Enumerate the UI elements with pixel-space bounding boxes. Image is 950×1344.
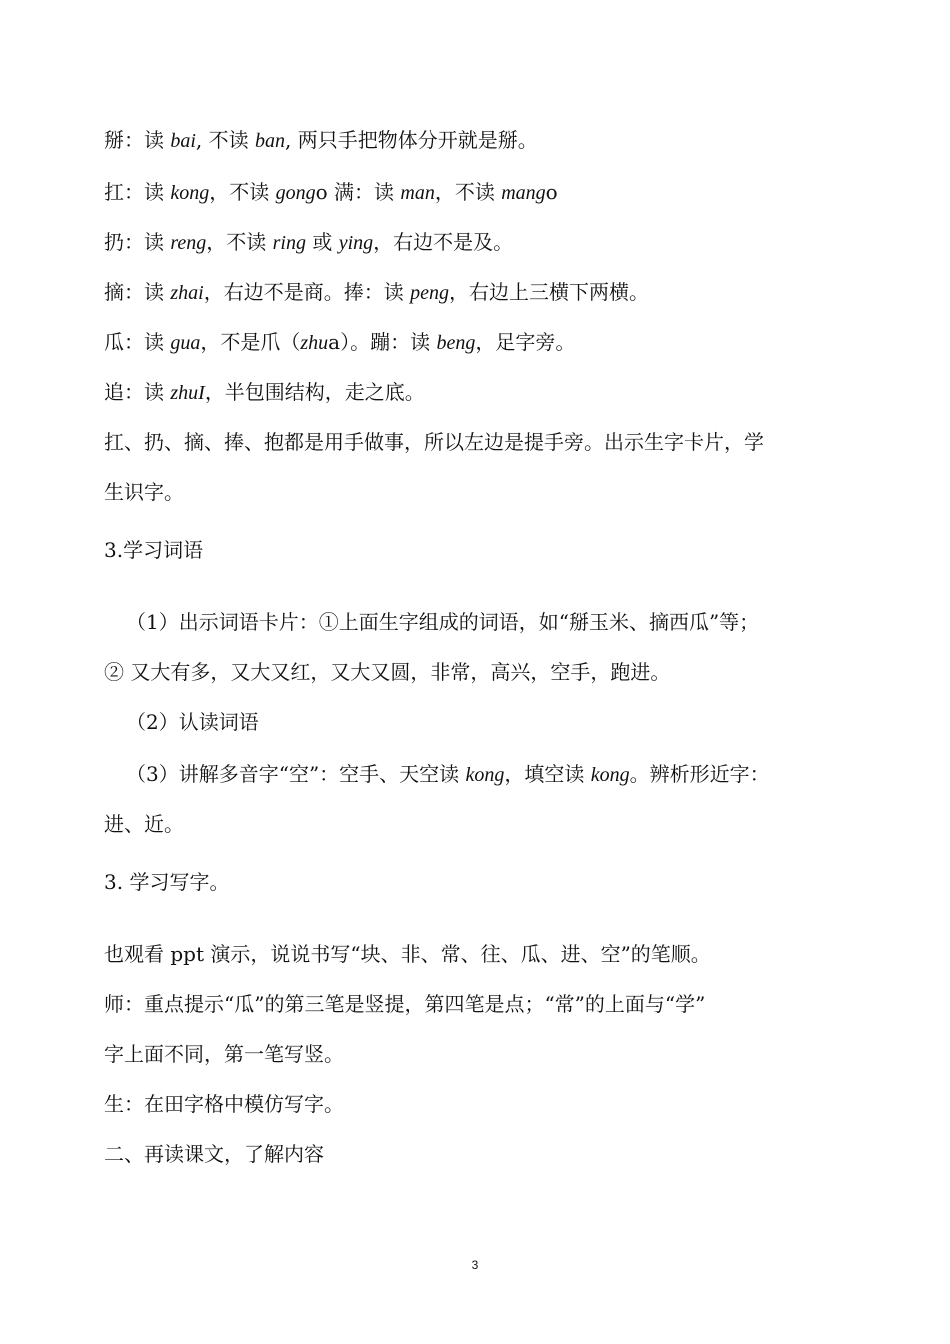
text-segment: （1）出示词语卡片：①上面生字组成的词语，如“掰玉米、摘西瓜”等； — [126, 610, 760, 634]
text-segment: 二、再读课文，了解内容 — [104, 1142, 324, 1166]
text-line — [104, 180, 558, 205]
pinyin-text: reng — [170, 232, 207, 254]
text-segment: ② 又大有多，又大又红，又大又圆，非常，高兴，空手，跑进。 — [104, 660, 671, 684]
text-segment: ，右边上三横下两横。 — [448, 280, 649, 304]
text-segment: 字上面不同，第一笔写竖。 — [104, 1042, 344, 1066]
text-segment: ，不读 — [206, 230, 273, 254]
text-segment: 摘：读 — [104, 280, 171, 304]
text-segment: o — [545, 180, 558, 204]
pinyin-text: zhuI — [170, 382, 205, 404]
text-segment: （2）认读词语 — [126, 710, 259, 734]
text-segment: 3.学习词语 — [104, 538, 204, 562]
text-segment: ，右边不是商。捧：读 — [203, 280, 411, 304]
text-line — [104, 1042, 344, 1066]
text-line — [104, 870, 229, 894]
text-line — [104, 1142, 324, 1166]
pinyin-text: kong — [465, 764, 505, 786]
text-segment: ，右边不是及。 — [373, 230, 514, 254]
text-segment: ，不读 — [434, 180, 502, 204]
text-segment: ，填空读 — [504, 762, 591, 786]
text-segment: ，半包围结构，走之底。 — [204, 380, 425, 404]
text-line — [126, 710, 259, 734]
pinyin-text: peng — [410, 282, 449, 304]
text-line — [126, 762, 770, 787]
text-line — [104, 992, 705, 1016]
text-segment: a）。蹦：读 — [328, 330, 437, 354]
text-line — [104, 480, 184, 504]
pinyin-text: zhu — [300, 332, 329, 354]
pinyin-text: mang — [501, 182, 546, 204]
text-line — [104, 1092, 344, 1116]
text-segment: 进、近。 — [104, 812, 184, 836]
text-line — [104, 280, 649, 305]
text-segment: 也观看 ppt 演示，说说书写“块、非、常、往、瓜、进、空”的笔顺。 — [104, 942, 711, 966]
pinyin-text: man — [400, 182, 435, 204]
text-segment: ，足字旁。 — [475, 330, 576, 354]
pinyin-text: ying — [338, 232, 374, 254]
text-line — [104, 330, 575, 355]
text-segment: 掰：读 — [104, 128, 171, 152]
text-segment: 扛、扔、摘、捧、抱都是用手做事，所以左边是提手旁。出示生字卡片，学 — [104, 430, 764, 454]
text-segment: 扔：读 — [104, 230, 171, 254]
text-line — [104, 128, 538, 153]
pinyin-text: kong — [590, 764, 630, 786]
text-line — [104, 538, 203, 562]
text-segment: 生识字。 — [104, 480, 184, 504]
text-line — [104, 380, 425, 405]
text-segment: （3）讲解多音字“空”：空手、天空读 — [126, 762, 466, 786]
text-segment: 生：在田字格中模仿写字。 — [104, 1092, 344, 1116]
text-segment: 。辨析形近字： — [629, 762, 770, 786]
text-segment: 或 — [305, 230, 339, 254]
pinyin-text: gua — [170, 332, 201, 354]
text-line — [104, 942, 711, 966]
text-segment: , 不读 — [195, 128, 255, 152]
pinyin-text: ban — [255, 130, 285, 152]
pinyin-text: zhai — [170, 282, 204, 304]
text-segment: 扛：读 — [104, 180, 171, 204]
text-segment: ，不读 — [209, 180, 276, 204]
pinyin-text: gong — [275, 182, 316, 204]
pinyin-text: kong — [170, 182, 210, 204]
text-segment: 瓜：读 — [104, 330, 171, 354]
pinyin-text: beng — [436, 332, 476, 354]
text-line — [126, 610, 759, 634]
text-line — [104, 812, 184, 836]
text-line — [104, 430, 764, 454]
text-segment: 师：重点提示“瓜”的第三笔是竖提，第四笔是点；“常”的上面与“学” — [104, 992, 706, 1016]
text-segment: 3. 学习写字。 — [104, 870, 230, 894]
text-segment: , 两只手把物体分开就是掰。 — [285, 128, 538, 152]
text-segment: 追：读 — [104, 380, 171, 404]
text-segment: ，不是爪（ — [200, 330, 301, 354]
text-segment: o 满：读 — [315, 180, 401, 204]
text-line — [104, 660, 670, 684]
page-number: 3 — [471, 1258, 479, 1272]
text-line — [104, 230, 513, 255]
pinyin-text: ring — [272, 232, 306, 254]
pinyin-text: bai — [170, 130, 196, 152]
